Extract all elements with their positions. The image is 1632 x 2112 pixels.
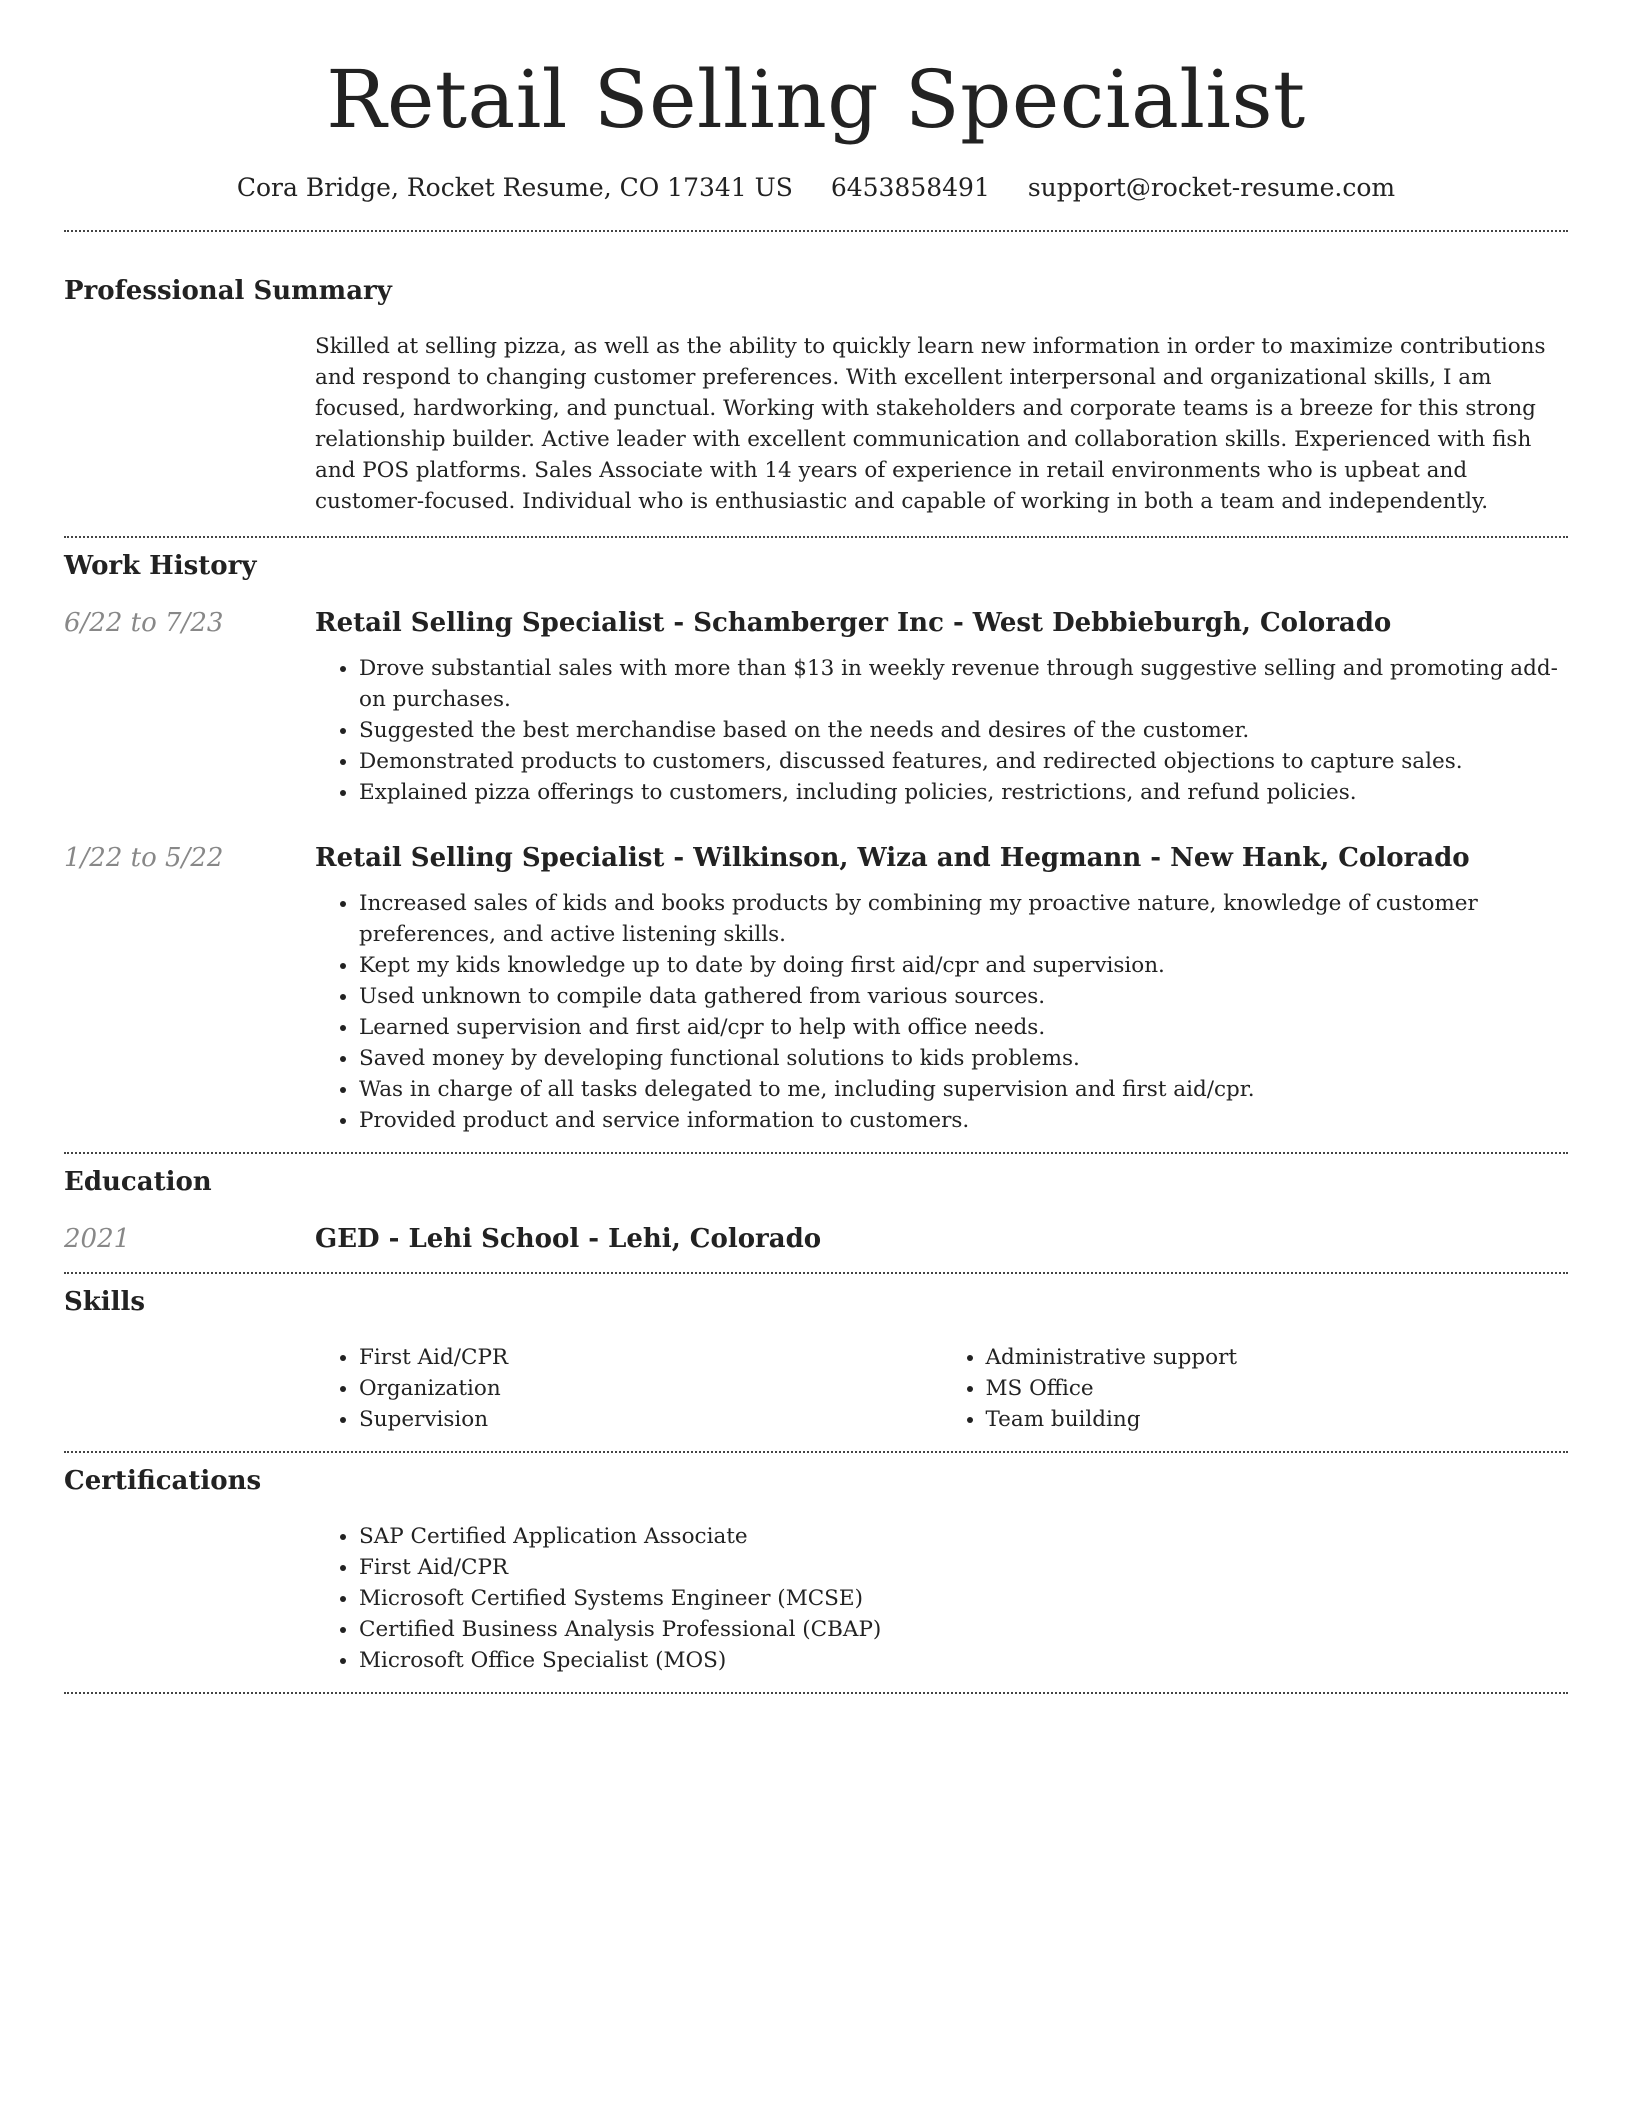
job-title: Retail Selling Specialist - Wilkinson, Wiza and Hegmann - New Hank, Colorado <box>315 843 1470 873</box>
divider <box>64 1692 1568 1694</box>
list-item: • First Aid/CPR <box>359 1342 942 1373</box>
list-item: • Was in charge of all tasks delegated to me, including supervision and first aid/cpr. <box>359 1074 1568 1105</box>
job-title: Retail Selling Specialist - Schamberger Inc - West Debbieburgh, Colorado <box>315 608 1392 638</box>
contact-phone: 6453858491 <box>830 173 990 202</box>
section-title-certifications: Certifications <box>64 1466 262 1496</box>
list-item: • Administrative support <box>986 1342 1569 1373</box>
work-history-section <box>64 538 1568 1136</box>
list-item: • Demonstrated products to customers, discussed features, and redirected objections to capture sales. <box>359 746 1568 777</box>
contact-line <box>64 172 1568 204</box>
contact-email: support@rocket-resume.com <box>1027 173 1396 202</box>
list-item: • Provided product and service information to customers. <box>359 1105 1568 1136</box>
education-section <box>64 1154 1568 1256</box>
job-bullets <box>315 888 1568 1136</box>
list-item: • First Aid/CPR <box>359 1552 1568 1583</box>
list-item: • Explained pizza offerings to customers, including policies, restrictions, and refund policies. <box>359 777 1568 808</box>
list-item: • Team building <box>986 1404 1569 1435</box>
contact-address: Cora Bridge, Rocket Resume, CO 17341 US <box>236 173 793 202</box>
skills-section <box>64 1274 1568 1435</box>
job-dates: 1/22 to 5/22 <box>64 843 224 873</box>
list-item: • Microsoft Office Specialist (MOS) <box>359 1645 1568 1676</box>
certifications-list <box>315 1521 1568 1676</box>
list-item: • Suggested the best merchandise based on the needs and desires of the customer. <box>359 715 1568 746</box>
summary-text: Skilled at selling pizza, as well as the ability to quickly learn new information in order to maximize contributions and respond to changing customer preferences. With excellent interpersonal and organizational skills, I am focused, hardworking, and punctual. Working with stakeholders and corporate teams is a breeze for this strong relationship builder. Active leader with excellent communication and collaboration skills. Experienced with fish and POS platforms. Sales Associate with 14 years of experience in retail environments who is upbeat and customer-focused. Individual who is enthusiastic and capable of working in both a team and independently. <box>315 334 1546 514</box>
list-item: • Learned supervision and first aid/cpr to help with office needs. <box>359 1012 1568 1043</box>
job-entry <box>64 606 1568 808</box>
section-title-education: Education <box>64 1167 212 1197</box>
job-dates: 6/22 to 7/23 <box>64 608 224 638</box>
education-entry <box>64 1222 1568 1256</box>
certifications-spacer <box>64 1521 315 1676</box>
resume-title: Retail Selling Specialist <box>326 53 1306 146</box>
list-item: • Kept my kids knowledge up to date by doing first aid/cpr and supervision. <box>359 950 1568 981</box>
section-title-work: Work History <box>64 551 257 581</box>
certifications-section <box>64 1453 1568 1676</box>
summary-section <box>64 232 1568 517</box>
list-item: • SAP Certified Application Associate <box>359 1521 1568 1552</box>
education-detail: GED - Lehi School - Lehi, Colorado <box>315 1224 822 1254</box>
skills-list-left <box>315 1342 942 1435</box>
resume-page <box>64 0 1568 1694</box>
list-item: • MS Office <box>986 1373 1569 1404</box>
education-year: 2021 <box>64 1224 131 1254</box>
list-item: • Certified Business Analysis Professional (CBAP) <box>359 1614 1568 1645</box>
skills-list-right <box>942 1342 1569 1435</box>
section-title-summary: Professional Summary <box>64 276 392 306</box>
list-item: • Drove substantial sales with more than $13 in weekly revenue through suggestive selling and promoting add-on purchases. <box>359 653 1568 715</box>
summary-spacer <box>64 331 315 517</box>
job-entry <box>64 841 1568 1136</box>
skills-spacer <box>64 1342 315 1435</box>
section-title-skills: Skills <box>64 1287 146 1317</box>
list-item: • Increased sales of kids and books products by combining my proactive nature, knowledge of customer preferences, and active listening skills. <box>359 888 1568 950</box>
job-bullets <box>315 653 1568 808</box>
list-item: • Used unknown to compile data gathered from various sources. <box>359 981 1568 1012</box>
list-item: • Microsoft Certified Systems Engineer (MCSE) <box>359 1583 1568 1614</box>
list-item: • Supervision <box>359 1404 942 1435</box>
list-item: • Organization <box>359 1373 942 1404</box>
list-item: • Saved money by developing functional solutions to kids problems. <box>359 1043 1568 1074</box>
